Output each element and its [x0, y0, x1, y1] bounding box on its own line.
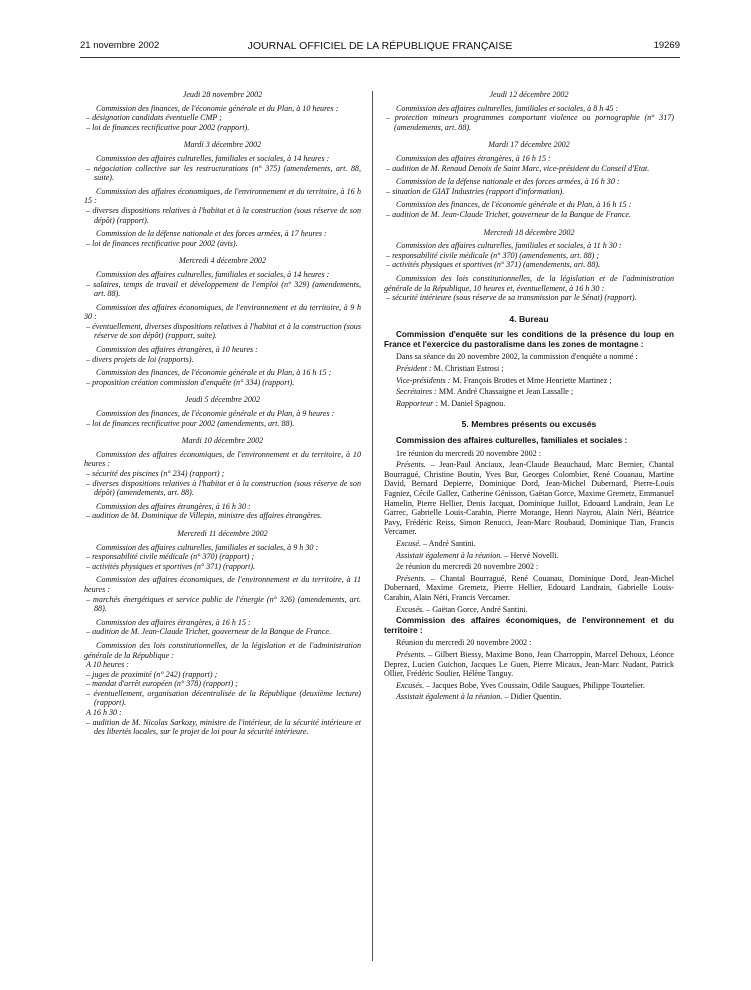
date-heading: Jeudi 28 novembre 2002	[182, 90, 263, 99]
attendance-line	[384, 574, 674, 603]
left-column	[84, 90, 361, 741]
agenda-item: – responsabilité civile médicale (n° 370) (amendements, art. 88) ;	[386, 250, 600, 260]
agenda-entry	[384, 200, 674, 219]
agenda-item: – éventuellement, diverses dispositions relatives à l'habitat et à la construction (sous réserve de son dépôt) (rapport, suite).	[86, 321, 361, 341]
agenda-item: – protection mineurs programmes comportant violence ou pornographie (n° 317) (amendements, art. 88).	[386, 113, 674, 132]
right-agenda	[384, 90, 674, 303]
agenda-item: – négociation collective sur les restructurations (n° 375) (amendements, art. 88, suite).	[86, 163, 361, 183]
date-heading: Mardi 17 décembre 2002	[488, 140, 570, 150]
bureau-heading: 4. Bureau	[509, 313, 549, 324]
role-label: Président :	[396, 364, 432, 374]
commission-title: Commission des finances, de l'économie générale et du Plan, à 9 heures :	[96, 409, 335, 419]
meeting-session: 2e réunion du mercredi 20 novembre 2002 :	[396, 562, 539, 572]
commission-title: Commission des affaires économiques, de l'environnement et du territoire :	[384, 616, 674, 635]
agenda-item: – loi de finances rectificative pour 2002 (rapport).	[86, 122, 250, 132]
attendance-names: – Gilbert Biessy, Maxime Bono, Jean Charroppin, Marcel Dehoux, Léonce Deprez, Lucien Guichon, Jacques Le Guen, Pierre Micaux, Jean-Marc Nudant, Patrick Ollier, Frédéric Soulier, Hélène Tanguy.	[384, 649, 674, 679]
agenda-item: – diverses dispositions relatives à l'habitat et à la construction (sous réserve de son dépôt) (rapport).	[86, 205, 361, 225]
attendance-label: Excusé.	[396, 538, 421, 548]
bureau-intro: Dans sa séance du 20 novembre 2002, la commission d'enquête a nommé :	[396, 352, 638, 362]
agenda-entry	[84, 303, 361, 341]
attendance-names: – Didier Quentin.	[502, 692, 562, 702]
agenda-entry	[84, 368, 361, 387]
agenda-entry	[84, 229, 361, 248]
agenda-entry	[384, 104, 674, 133]
agenda-item: – activités physiques et sportives (n° 371) (amendements, art. 88).	[386, 260, 601, 270]
commission-title: Commission des finances, de l'économie générale et du Plan, à 16 h 15 :	[396, 200, 632, 210]
membres-heading: 5. Membres présents ou excusés	[461, 419, 597, 430]
membres-section	[384, 420, 674, 701]
header-date: 21 novembre 2002	[80, 40, 160, 51]
right-column	[384, 90, 674, 704]
column-divider	[372, 91, 373, 961]
attendance-names: – Gaëtan Gorce, André Santini.	[424, 604, 528, 614]
commission-title: Commission des affaires culturelles, familiales et sociales :	[396, 436, 628, 446]
agenda-entry	[384, 177, 674, 196]
attendance-line	[384, 551, 674, 561]
agenda-entry	[84, 450, 361, 498]
date-heading: Mercredi 18 décembre 2002	[483, 227, 575, 237]
commission-title: Commission des affaires économiques, de l'environnement et du territoire, à 9 h 30 :	[84, 302, 361, 322]
date-heading: Mercredi 4 décembre 2002	[179, 256, 266, 266]
agenda-entry	[84, 187, 361, 225]
role-label: Rapporteur :	[396, 398, 439, 408]
commission-title: Commission des affaires étrangères, à 10 heures :	[96, 345, 258, 355]
attendance-line	[384, 650, 674, 679]
bureau-role-line	[384, 399, 674, 409]
agenda-item: – marchés énergétiques et service public de l'énergie (n° 326) (amendements, art. 88).	[86, 594, 361, 614]
attendance-names: – André Santini.	[420, 538, 476, 548]
agenda-item: – éventuellement, organisation décentralisée de la République (deuxième lecture) (rapport).	[86, 688, 361, 708]
agenda-item: – audition de M. Renaud Denoix de Saint Marc, vice-président du Conseil d'Etat.	[386, 163, 650, 173]
agenda-item: – divers projets de loi (rapports).	[86, 354, 194, 364]
meeting-session: 1re réunion du mercredi 20 novembre 2002 :	[396, 448, 541, 458]
commission-title: Commission des affaires économiques, de l'environnement et du territoire, à 10 heures :	[84, 449, 361, 469]
attendance-label: Assistait également à la réunion.	[396, 550, 503, 560]
header-page-number: 19269	[653, 40, 680, 51]
commission-title: Commission des affaires culturelles, familiales et sociales, à 11 h 30 :	[396, 241, 622, 251]
attendance-label: Assistait également à la réunion.	[396, 692, 503, 702]
agenda-entry	[84, 409, 361, 428]
date-heading: Jeudi 12 décembre 2002	[489, 90, 569, 99]
commission-title: Commission des affaires économiques, de l'environnement et du territoire, à 16 h 15 :	[84, 186, 361, 206]
agenda-entry	[84, 345, 361, 364]
bureau-role-line	[384, 364, 674, 374]
agenda-entry	[84, 575, 361, 613]
role-label: Secrétaires :	[396, 387, 437, 397]
page-header	[80, 40, 680, 54]
commission-title: Commission des affaires étrangères, à 16 h 15 :	[396, 153, 551, 163]
attendance-label: Excusés.	[396, 680, 425, 690]
date-heading: Mardi 3 décembre 2002	[183, 140, 262, 150]
membres-blocks	[384, 436, 674, 702]
commission-title: Commission de la défense nationale et des forces armées, à 16 h 30 :	[396, 177, 620, 187]
agenda-item: – mandat d'arrêt européen (n° 378) (rapport) ;	[86, 679, 238, 689]
agenda-item: – audition de M. Jean-Claude Trichet, gouverneur de la Banque de France.	[86, 627, 332, 637]
agenda-item: – salaires, temps de travail et développement de l'emploi (n° 329) (amendements, art. 88).	[86, 279, 361, 299]
attendance-line	[384, 460, 674, 537]
date-heading: Mercredi 11 décembre 2002	[177, 528, 268, 538]
attendance-names: – Jean-Paul Anciaux, Jean-Claude Beauchaud, Marc Bernier, Chantal Bourragué, Christine Boutin, Yves Bur, Georges Colombier, René Couanau, Martine David, Bernard Depierre, Dominique Dord, Jean-Michel Dubernard, Pierre-Louis Fagniez, Cécile Gallez, Catherine Génisson, Gaëtan Gorce, Maxime Gremetz, Emmanuel Hamelin, Pierre Hellier, Denis Jacquat, Dominique Juillot, Edouard Landrain, Jean Le Garrec, Gabrielle Louis-Carabin, Pierre Morange, Henri Nayrou, Alain Néri, Béatrice Pavy, Frédéric Reiss, Simon Renucci, Jean-Marc Roubaud, Dominique Tian, Francis Vercamer.	[384, 460, 674, 537]
attendance-line	[384, 605, 674, 615]
commission-title: Commission des affaires économiques, de l'environnement et du territoire, à 11 heures :	[84, 575, 361, 594]
agenda-item: – sécurité intérieure (sous réserve de sa transmission par le Sénat) (rapport).	[386, 293, 637, 303]
agenda-entry	[84, 641, 361, 737]
agenda-entry	[84, 270, 361, 299]
bureau-role-line	[384, 376, 674, 386]
date-heading: Jeudi 5 décembre 2002	[185, 395, 260, 405]
role-names: MM. André Chassaigne et Jean Lassalle ;	[438, 387, 574, 397]
attendance-label: Présents.	[396, 649, 426, 659]
bureau-roles	[384, 364, 674, 408]
agenda-item: – juges de proximité (n° 242) (rapport) ;	[86, 669, 218, 679]
attendance-names: – Hervé Novelli.	[502, 550, 559, 560]
agenda-item: – proposition création commission d'enquête (n° 334) (rapport).	[86, 377, 295, 387]
agenda-entry	[384, 154, 674, 173]
agenda-item: – loi de finances rectificative pour 2002 (avis).	[86, 238, 238, 248]
commission-title: Commission des finances, de l'économie générale et du Plan, à 10 heures :	[96, 103, 339, 113]
header-rule	[80, 57, 680, 58]
agenda-item: – audition de M. Nicolas Sarkozy, ministre de l'intérieur, de la sécurité intérieure et des libertés locales, sur le projet de loi pour la sécurité intérieure.	[86, 717, 361, 737]
agenda-item: A 10 heures :	[86, 660, 129, 670]
agenda-entry	[84, 104, 361, 133]
attendance-line	[384, 681, 674, 691]
agenda-item: – audition de M. Jean-Claude Trichet, gouverneur de la Banque de France.	[386, 209, 632, 219]
attendance-line	[384, 692, 674, 702]
bureau-role-line	[384, 387, 674, 397]
role-names: M. François Brottes et Mme Henriette Martinez ;	[452, 375, 612, 385]
agenda-item: – responsabilité civile médicale (n° 370) (rapport) ;	[86, 552, 255, 562]
agenda-item: – désignation candidats éventuelle CMP ;	[86, 113, 222, 123]
commission-title: Commission des affaires culturelles, familiales et sociales, à 14 heures :	[96, 153, 330, 163]
agenda-entry	[84, 543, 361, 572]
agenda-entry	[384, 241, 674, 270]
agenda-item: – diverses dispositions relatives à l'habitat et à la construction (sous réserve de son dépôt) (amendements, art. 88).	[86, 478, 361, 498]
commission-title: Commission des affaires culturelles, familiales et sociales, à 9 h 30 :	[96, 542, 319, 552]
agenda-item: – sécurité des piscines (n° 234) (rapport) ;	[86, 469, 225, 478]
agenda-entry	[84, 154, 361, 183]
commission-title: Commission des affaires étrangères, à 16 h 30 :	[96, 501, 251, 511]
role-names: M. Daniel Spagnou.	[440, 398, 506, 408]
agenda-item: A 16 h 30 :	[86, 708, 122, 718]
commission-title: Commission de la défense nationale et des forces armées, à 17 heures :	[96, 229, 327, 239]
attendance-label: Présents.	[396, 573, 426, 583]
agenda-item: – audition de M. Dominique de Villepin, ministre des affaires étrangères.	[86, 511, 323, 521]
attendance-label: Présents.	[396, 460, 426, 470]
commission-title: Commission des affaires culturelles, familiales et sociales, à 8 h 45 :	[396, 103, 619, 113]
commission-title: Commission des finances, de l'économie générale et du Plan, à 16 h 15 :	[96, 368, 332, 378]
bureau-commission-title: Commission d'enquête sur les conditions de la présence du loup en France et l'exercice du pastoralisme dans les zones de montagne :	[384, 330, 674, 349]
agenda-entry	[384, 274, 674, 303]
agenda-item: – loi de finances rectificative pour 2002 (amendements, art. 88).	[86, 418, 295, 428]
commission-title: Commission des affaires culturelles, familiales et sociales, à 14 heures :	[96, 269, 330, 279]
role-names: M. Christian Estrosi ;	[433, 364, 504, 374]
bureau-section	[384, 315, 674, 409]
attendance-names: – Chantal Bourragué, René Couanau, Dominique Dord, Jean-Michel Dubernard, Maxime Gremetz, Pierre Hellier, Edouard Landrain, Gabrielle Louis-Carabin, Alain Néri, Francis Vercamer.	[384, 573, 674, 602]
agenda-item: – situation de GIAT Industries (rapport d'information).	[386, 186, 565, 196]
meeting-session: Réunion du mercredi 20 novembre 2002 :	[396, 638, 532, 648]
attendance-label: Excusés.	[396, 604, 425, 614]
date-heading: Mardi 10 décembre 2002	[181, 436, 264, 446]
role-label: Vice-présidents :	[396, 375, 451, 385]
header-title: JOURNAL OFFICIEL DE LA RÉPUBLIQUE FRANÇAISE	[247, 40, 513, 52]
commission-title: Commission des lois constitutionnelles, de la législation et de l'administration générale de la République, 10 heures et, éventuellement, à 16 h 30 :	[384, 273, 674, 293]
agenda-entry	[84, 618, 361, 637]
agenda-item: – activités physiques et sportives (n° 371) (rapport).	[86, 561, 256, 571]
attendance-line	[384, 539, 674, 549]
agenda-entry	[84, 502, 361, 521]
attendance-names: – Jacques Bobe, Yves Coussain, Odile Saugues, Philippe Tourtelier.	[424, 680, 646, 690]
commission-title: Commission des affaires étrangères, à 16 h 15 :	[96, 617, 251, 627]
commission-title: Commission des lois constitutionnelles, de la législation et de l'administration générale de la République :	[84, 640, 361, 660]
